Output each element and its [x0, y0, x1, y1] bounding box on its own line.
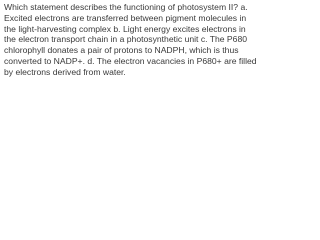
page	[0, 0, 261, 88]
question-text: Which statement describes the functioning of photosystem II? a. Excited electrons are transferred between pigment molecules in the light-harvesting complex b. Light energy excites electrons in the electron transport chain in a photosynthetic unit c. The P680 chlorophyll donates a pair of protons to NADPH, which is thus converted to NADP+. d. The electron vacancies in P680+ are filled by electrons derived from water.	[4, 2, 257, 77]
